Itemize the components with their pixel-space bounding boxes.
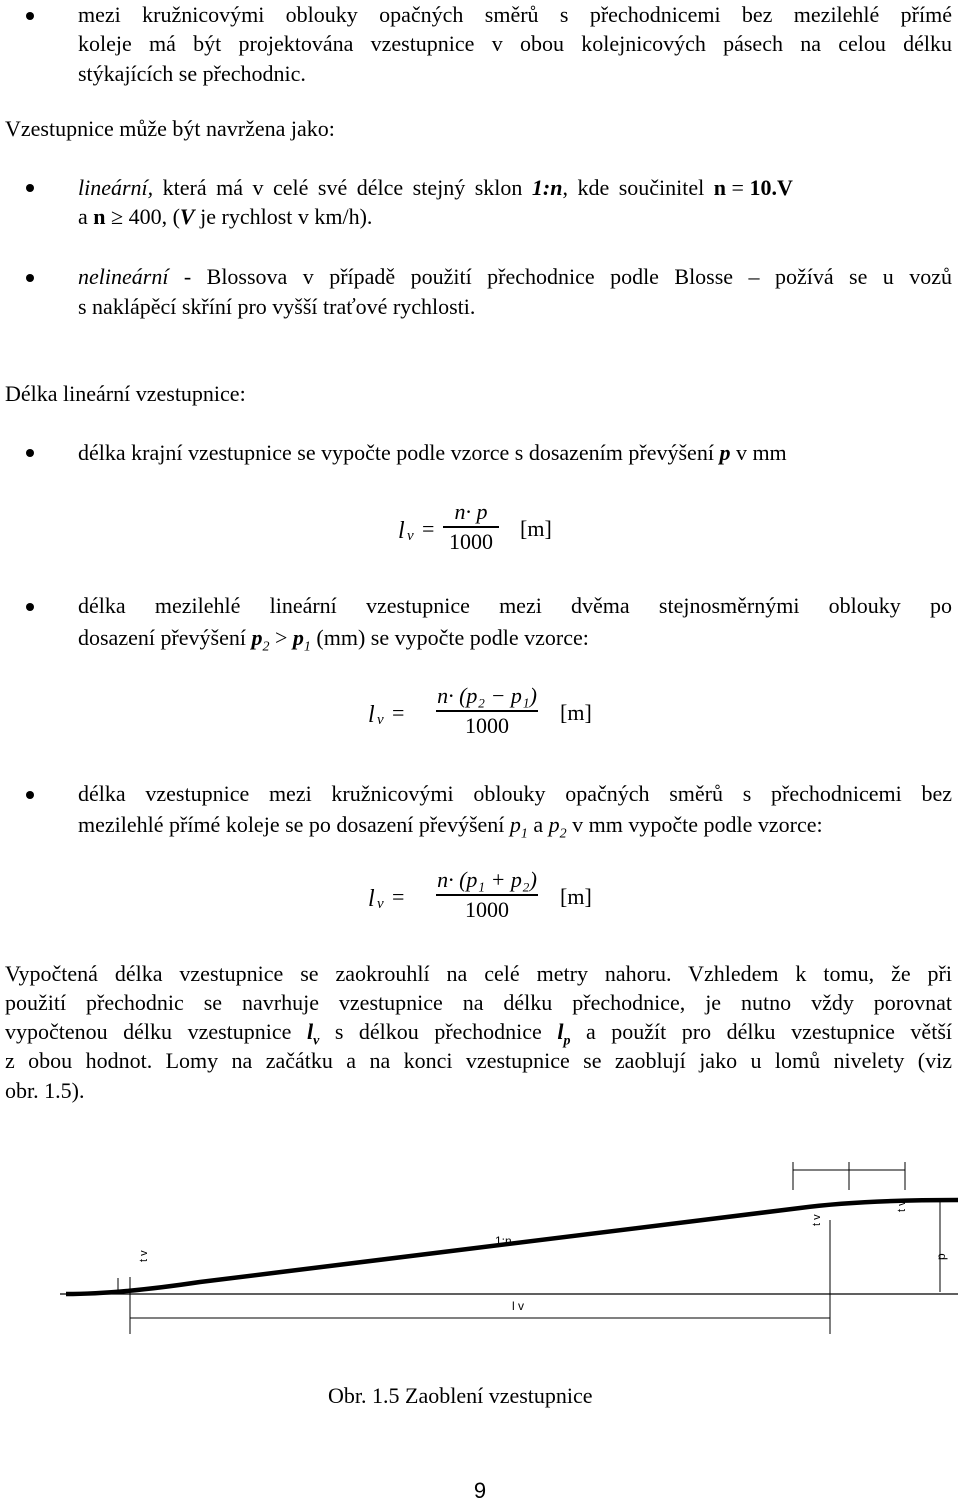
- symbol-p: p: [292, 625, 304, 650]
- formula-lhs: l: [368, 886, 375, 912]
- formula-eq: =: [392, 700, 405, 725]
- subscript: 1: [303, 639, 311, 655]
- text: použití přechodnic se navrhuje vzestupnice na délku přechodnice, je nutno vždy porovnat: [5, 990, 952, 1015]
- formula-eq: =: [392, 884, 405, 909]
- formula-lhs-sub: v: [377, 712, 384, 728]
- formula-lhs: l: [398, 518, 405, 544]
- text: koleje má být projektována vzestupnice v obou kolejnicových pásech na celou délku: [78, 31, 952, 56]
- term-nonlinear: nelineární: [78, 264, 169, 289]
- bullet-icon: [26, 184, 34, 192]
- page-number: 9: [473, 1478, 487, 1503]
- ratio-label: 1:n: [495, 1234, 512, 1248]
- symbol-n: n: [93, 204, 106, 229]
- paragraph-line: obr. 1.5).: [5, 1078, 85, 1103]
- text: dosazení převýšení: [78, 625, 252, 650]
- text: a: [78, 204, 94, 229]
- bullet-icon: [26, 603, 34, 611]
- subscript: 2: [559, 826, 567, 842]
- denominator: 1000: [449, 528, 493, 554]
- numerator: n· (p₁ + p₂): [437, 867, 537, 892]
- paragraph-line: [5, 1019, 952, 1049]
- formula-lhs-sub: v: [377, 896, 384, 912]
- subscript: p: [563, 1033, 571, 1049]
- paragraph-line: [78, 2, 952, 28]
- section-heading: Délka lineární vzestupnice:: [5, 381, 246, 406]
- text: s délkou přechodnice: [319, 1019, 558, 1044]
- symbol-n: n: [713, 175, 727, 200]
- text: 400, (: [128, 204, 180, 229]
- text: , kde součinitel: [562, 175, 714, 200]
- symbol-p: p: [251, 625, 263, 650]
- paragraph-line: [5, 1048, 952, 1074]
- bullet-icon: [26, 12, 34, 20]
- paragraph-line: [78, 31, 952, 57]
- linear-item-line1: [78, 174, 952, 202]
- linear-item-line2: [78, 203, 372, 231]
- symbol-l: l: [306, 1019, 314, 1044]
- formula-eq: =: [422, 516, 435, 541]
- text: mezi kružnicovými oblouky opačných směrů s přechodnicemi bez mezilehlé přímé: [78, 2, 952, 27]
- fraction: [436, 866, 538, 924]
- symbol-p: p: [548, 812, 560, 837]
- fraction: [443, 498, 499, 556]
- nonlinear-item-line1: [78, 264, 952, 290]
- formula2-intro-line1: [78, 593, 952, 619]
- p-label: p: [934, 1253, 948, 1260]
- lv-label: l v: [512, 1299, 524, 1313]
- text: (mm) se vypočte podle vzorce:: [310, 625, 589, 650]
- numerator: n· (p₂ − p₁): [437, 683, 537, 708]
- symbol-l: l: [557, 1019, 564, 1044]
- formula-unit: [m]: [560, 700, 592, 725]
- term-linear: lineární,: [78, 175, 154, 200]
- text: délka vzestupnice mezi kružnicovými oblouky opačných směrů s přechodnicemi bez: [78, 781, 952, 806]
- text: z obou hodnot. Lomy na začátku a na konci vzestupnice se zaoblují jako u lomů nivelety (viz: [5, 1048, 952, 1073]
- denominator: 1000: [465, 896, 509, 922]
- denominator: 1000: [465, 712, 509, 738]
- nonlinear-item-line2: s naklápěcí skříní pro vyšší traťové rychlosti.: [78, 294, 476, 319]
- symbol-V: V: [179, 204, 195, 229]
- formula-1: [398, 498, 598, 568]
- text: která má v celé své délce stejný sklon: [153, 175, 532, 200]
- symbol-p: p: [719, 440, 731, 465]
- value: 10.V: [749, 175, 793, 200]
- text: Vypočtená délka vzestupnice se zaokrouhlí na celé metry nahoru. Vzhledem k tomu, že při: [5, 961, 952, 986]
- formula-unit: [m]: [560, 884, 592, 909]
- bullet-icon: [26, 274, 34, 282]
- formula-3: [368, 866, 608, 936]
- subscript: v: [313, 1033, 320, 1049]
- ratio: 1:n: [531, 175, 563, 200]
- tv-left-label: t v: [138, 1250, 150, 1262]
- ramp-profile: [66, 1200, 958, 1294]
- intro-text: Vzestupnice může být navržena jako:: [5, 116, 335, 141]
- formula3-intro-line1: [78, 781, 952, 807]
- text: délka krajní vzestupnice se vypočte podle vzorce s dosazením převýšení: [78, 440, 720, 465]
- formula2-intro-line2: [78, 624, 589, 661]
- text: délka mezilehlé lineární vzestupnice mezi dvěma stejnosměrnými oblouky po: [78, 593, 952, 618]
- text: mezilehlé přímé koleje se po dosazení převýšení: [78, 812, 510, 837]
- text: a: [527, 812, 549, 837]
- tv-right-label: t v: [896, 1200, 908, 1212]
- subscript: 1: [520, 826, 528, 842]
- bullet-icon: [26, 449, 34, 457]
- text: >: [269, 625, 293, 650]
- formula-lhs: l: [368, 702, 375, 728]
- bullet-icon: [26, 791, 34, 799]
- paragraph-line: stýkajících se přechodnic.: [78, 61, 306, 86]
- subscript: 2: [262, 639, 270, 655]
- ramp-figure: [0, 1150, 960, 1340]
- formula-unit: [m]: [520, 516, 552, 541]
- formula-lhs-sub: v: [407, 528, 414, 544]
- text: ≥: [105, 204, 129, 229]
- paragraph-line: [5, 961, 952, 987]
- text: vypočtenou délku vzestupnice: [5, 1019, 307, 1044]
- text: v mm: [730, 440, 787, 465]
- tv-mid-label: t v: [811, 1214, 823, 1226]
- formula3-intro-line2: [78, 811, 823, 848]
- text: a použít pro délku vzestupnice větší: [570, 1019, 952, 1044]
- numerator: n· p: [454, 499, 488, 524]
- text: je rychlost v km/h).: [194, 204, 373, 229]
- text: =: [726, 175, 750, 200]
- formula-2: [368, 682, 608, 752]
- paragraph-line: [5, 990, 952, 1016]
- text: v mm vypočte podle vzorce:: [566, 812, 823, 837]
- fraction: [436, 682, 538, 740]
- symbol-p: p: [509, 812, 521, 837]
- text: - Blossova v případě použití přechodnice podle Blosse – požívá se u vozů: [168, 264, 952, 289]
- formula1-intro: [78, 439, 787, 467]
- figure-caption: Obr. 1.5 Zaoblení vzestupnice: [328, 1383, 593, 1408]
